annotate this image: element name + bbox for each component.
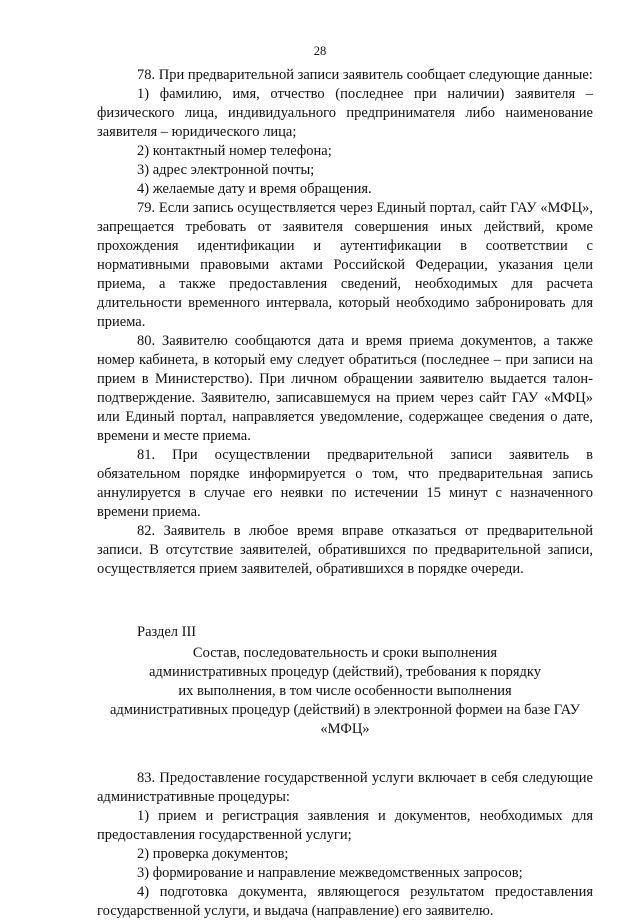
list-item-83-1: 1) прием и регистрация заявления и документов, необходимых для предоставления государственной услуги; xyxy=(97,808,593,843)
page-number: 28 xyxy=(313,44,327,58)
section-label: Раздел III xyxy=(137,624,197,640)
list-item-78-1: 1) фамилию, имя, отчество (последнее при наличии) заявителя – физического лица, индивидуального предпринимателя либо наименование заявителя – юридического лица; xyxy=(97,86,593,140)
paragraph-79: 79. Если запись осуществляется через Единый портал, сайт ГАУ «МФЦ», запрещается требовать от заявителя совершения иных действий, кроме прохождения идентификации и аутентификации в соответствии с нормативными правовыми актами Российской Федерации, указания цели приема, а также предоставления сведений, необходимых для расчета длительности временного интервала, который необходимо забронировать для приема. xyxy=(97,200,593,330)
paragraph-80: 80. Заявителю сообщаются дата и время приема документов, а также номер кабинета, в который ему следует обратиться (последнее – при записи на прием в Министерство). При личном обращении заявителю выдается талон-подтверждение. Заявителю, записавшемуся на прием через сайт ГАУ «МФЦ» или Единый портал, направляется уведомление, содержащее сведения о дате, времени и месте приема. xyxy=(97,333,593,444)
section-title-line: административных процедур (действий), требования к порядку xyxy=(148,664,542,680)
list-item-78-2: 2) контактный номер телефона; xyxy=(137,143,332,159)
list-item-83-3: 3) формирование и направление межведомственных запросов; xyxy=(137,865,523,881)
paragraph-78: 78. При предварительной записи заявитель сообщает следующие данные: xyxy=(137,67,593,83)
section-heading xyxy=(97,623,593,739)
section-title-line: административных процедур (действий) в электронной формеи на базе ГАУ xyxy=(109,702,581,718)
section-title-line: «МФЦ» xyxy=(320,721,370,737)
list-item-78-3: 3) адрес электронной почты; xyxy=(137,162,315,178)
paragraph-81: 81. При осуществлении предварительной записи заявитель в обязательном порядке информируется о том, что предварительная запись аннулируется в случае его неявки по истечении 15 минут с назначенного времени приема. xyxy=(97,447,593,520)
list-item-83-4: 4) подготовка документа, являющегося результатом предоставления государственной услуги, и выдача (направление) его заявителю. xyxy=(97,884,593,919)
section-title-line: Состав, последовательность и сроки выполнения xyxy=(192,645,498,661)
paragraph-83: 83. Предоставление государственной услуги включает в себя следующие административные процедуры: xyxy=(97,770,593,805)
paragraph-82: 82. Заявитель в любое время вправе отказаться от предварительной записи. В отсутствие заявителей, обратившихся по предварительной записи, осуществляется прием заявителей, обратившихся в порядке очереди. xyxy=(97,523,593,577)
document-body xyxy=(97,66,593,921)
section-title-line: их выполнения, в том числе особенности выполнения xyxy=(178,683,512,699)
list-item-83-2: 2) проверка документов; xyxy=(137,846,289,862)
section-body xyxy=(97,769,593,921)
list-item-78-4: 4) желаемые дату и время обращения. xyxy=(137,181,372,197)
